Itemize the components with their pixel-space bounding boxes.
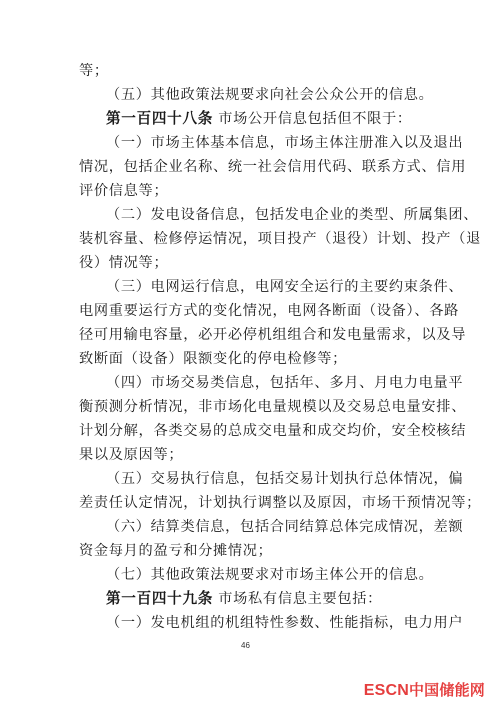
text-line: 役）情况等； xyxy=(79,255,169,271)
text-line: 情况，包括企业名称、统一社会信用代码、联系方式、信用 xyxy=(79,159,467,175)
text-line: （一）市场主体基本信息，市场主体注册准入以及退出 xyxy=(106,135,464,151)
text-line: 衡预测分析情况，非市场化电量规模以及交易总电量安排、 xyxy=(79,399,467,415)
text-line: 评价信息等； xyxy=(79,183,169,199)
article-line: 第一百四十八条 市场公开信息包括但不限于： xyxy=(106,110,412,127)
article-line: 第一百四十九条 市场私有信息主要包括： xyxy=(106,590,383,607)
text-line: （三）电网运行信息，电网安全运行的主要约束条件、 xyxy=(106,279,464,295)
text-line: （六）结算类信息，包括合同结算总体完成情况，差额 xyxy=(106,519,464,535)
text-line: 果以及原因等； xyxy=(79,447,184,463)
watermark-esc: ESCN xyxy=(363,682,409,699)
article-heading: 第一百四十九条 xyxy=(106,590,214,607)
text-line: 装机容量、检修停运情况，项目投产（退役）计划、投产（退 xyxy=(79,231,481,247)
text-line: 径可用输电容量，必开必停机组组合和发电量需求，以及导 xyxy=(79,327,467,343)
watermark-logo xyxy=(364,679,485,700)
watermark-cn: 中国储能网 xyxy=(408,682,485,699)
text-line: （五）其他政策法规要求向社会公众公开的信息。 xyxy=(106,87,434,103)
page-number: 46 xyxy=(241,641,250,650)
article-heading: 第一百四十八条 xyxy=(106,110,214,127)
text-line: （二）发电设备信息，包括发电企业的类型、所属集团、 xyxy=(106,207,479,223)
text-line: 差责任认定情况，计划执行调整以及原因，市场干预情况等； xyxy=(79,495,481,511)
text-line: （七）其他政策法规要求对市场主体公开的信息。 xyxy=(106,567,434,583)
text-line: 资金每月的盈亏和分摊情况； xyxy=(79,543,273,559)
text-line: （一）发电机组的机组特性参数、性能指标，电力用户 xyxy=(106,615,464,631)
text-line: 等； xyxy=(79,63,109,79)
text-line: 致断面（设备）限额变化的停电检修等； xyxy=(79,351,347,367)
text-line: （五）交易执行信息，包括交易计划执行总体情况，偏 xyxy=(106,471,464,487)
text-line: 计划分解，各类交易的总成交电量和成交均价，安全校核结 xyxy=(79,423,467,439)
text-line: （四）市场交易类信息，包括年、多月、月电力电量平 xyxy=(106,375,464,391)
text-line: 电网重要运行方式的变化情况，电网各断面（设备）、各路 xyxy=(79,303,459,319)
